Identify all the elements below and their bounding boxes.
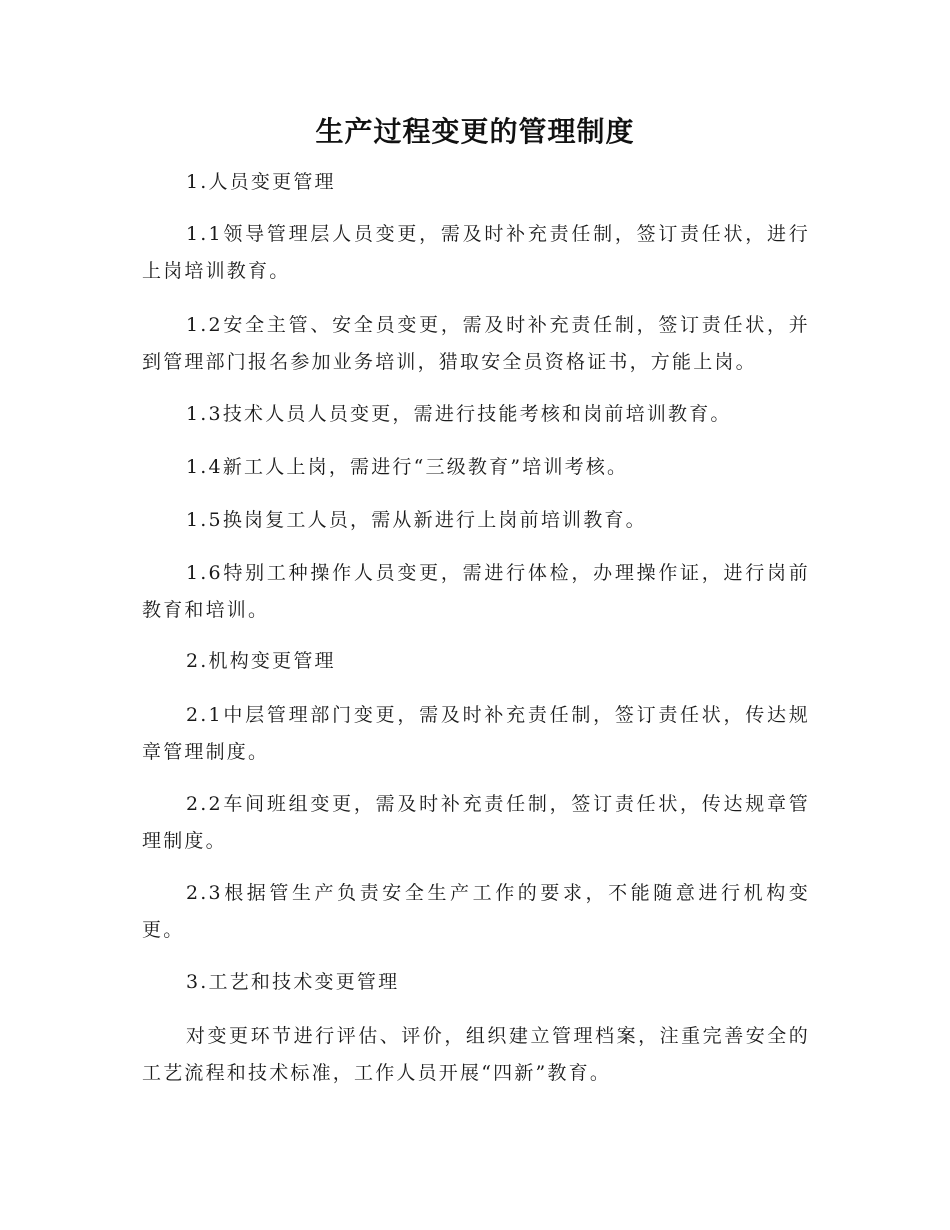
- paragraph-1-2: 1.2安全主管、安全员变更，需及时补充责任制，签订责任状，并到管理部门报名参加业务培训，猎取安全员资格证书，方能上岗。: [142, 314, 810, 373]
- paragraph-3-body: 对变更环节进行评估、评价，组织建立管理档案，注重完善安全的工艺流程和技术标准，工作人员开展“四新”教育。: [142, 1025, 810, 1084]
- paragraph-2-2: 2.2车间班组变更，需及时补充责任制，签订责任状，传达规章管理制度。: [142, 793, 810, 852]
- document-title: 生产过程变更的管理制度: [315, 115, 635, 148]
- paragraph-1-1: 1.1领导管理层人员变更，需及时补充责任制，签订责任状，进行上岗培训教育。: [142, 223, 810, 282]
- paragraph-1-5: 1.5换岗复工人员，需从新进行上岗前培训教育。: [186, 509, 647, 531]
- section-heading-personnel: 1.人员变更管理: [186, 171, 336, 193]
- paragraph-1-4: 1.4新工人上岗，需进行“三级教育”培训考核。: [186, 456, 629, 478]
- section-heading-organization: 2.机构变更管理: [186, 650, 336, 672]
- paragraph-2-1: 2.1中层管理部门变更，需及时补充责任制，签订责任状，传达规章管理制度。: [142, 704, 810, 763]
- section-heading-process-technology: 3.工艺和技术变更管理: [186, 971, 400, 993]
- paragraph-1-3: 1.3技术人员人员变更，需进行技能考核和岗前培训教育。: [186, 403, 732, 425]
- paragraph-2-3: 2.3根据管生产负责安全生产工作的要求，不能随意进行机构变更。: [142, 882, 810, 941]
- paragraph-1-6: 1.6特别工种操作人员变更，需进行体检，办理操作证，进行岗前教育和培训。: [142, 562, 810, 621]
